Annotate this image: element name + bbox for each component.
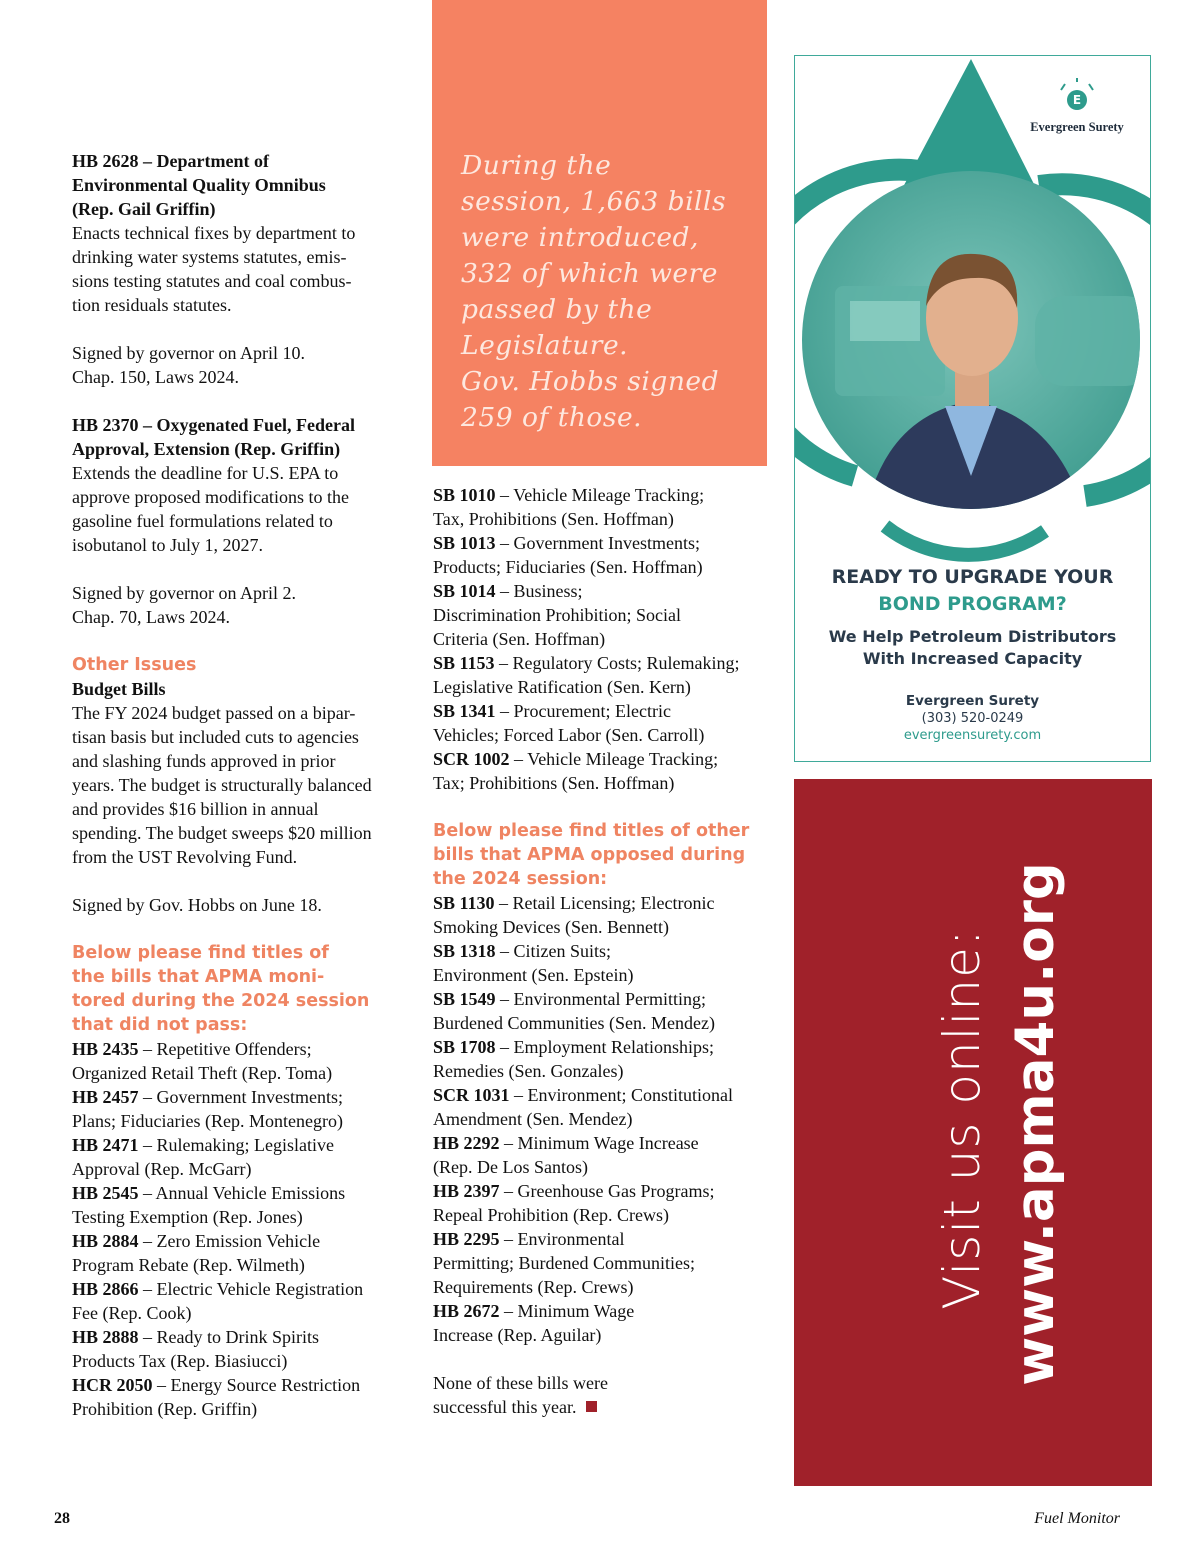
body-line: approve proposed modifications to the	[72, 487, 349, 507]
bill-title-line: Smoking Devices (Sen. Bennett)	[433, 917, 669, 937]
bill-entry	[433, 483, 773, 507]
page-number: 28	[54, 1510, 70, 1527]
bill-id: SB 1318	[433, 941, 496, 961]
chapter-line: Chap. 150, Laws 2024.	[72, 367, 239, 387]
bill-title: – Regulatory Costs; Rulemaking;	[494, 653, 740, 673]
body-line: and provides $16 billion in annual	[72, 799, 319, 819]
body-line: tisan basis but included cuts to agencies	[72, 727, 359, 747]
bill-id: SCR 1002	[433, 749, 510, 769]
body-line: tion residuals statutes.	[72, 295, 232, 315]
bill-id: SCR 1031	[433, 1085, 510, 1105]
middle-column	[433, 483, 773, 1419]
bill-title-line: Testing Exemption (Rep. Jones)	[72, 1207, 303, 1227]
bill-title: – Minimum Wage Increase	[499, 1133, 699, 1153]
left-column	[72, 149, 408, 1421]
bill-id: HB 2457	[72, 1087, 139, 1107]
bill-title: – Government Investments;	[138, 1087, 343, 1107]
body-line: The FY 2024 budget passed on a bipar-	[72, 703, 356, 723]
bill-title: – Vehicle Mileage Tracking;	[495, 485, 705, 505]
body-line: Extends the deadline for U.S. EPA to	[72, 463, 339, 483]
bill-entry	[72, 1181, 408, 1205]
bill-title-line: Tax, Prohibitions (Sen. Hoffman)	[433, 509, 674, 529]
bill-title: – Environment; Constitutional	[509, 1085, 734, 1105]
bill-title: – Zero Emission Vehicle	[138, 1231, 321, 1251]
pull-quote-line: During the	[461, 150, 612, 181]
section-heading: that did not pass:	[72, 1015, 248, 1035]
bill-title-line: Organized Retail Theft (Rep. Toma)	[72, 1063, 333, 1083]
body-line: Enacts technical fixes by department to	[72, 223, 356, 243]
body-line: sions testing statutes and coal combus-	[72, 271, 352, 291]
magazine-name: Fuel Monitor	[1034, 1510, 1120, 1527]
pull-quote-line: 259 of those.	[461, 402, 643, 433]
bill-title-line: Discrimination Prohibition; Social	[433, 605, 681, 625]
bill-heading: Environmental Quality Omnibus	[72, 175, 326, 195]
pull-quote-line: were introduced,	[461, 222, 699, 253]
bill-heading: (Rep. Gail Griffin)	[72, 199, 216, 219]
section-heading: Other Issues	[72, 655, 197, 675]
bill-id: HB 2545	[72, 1183, 139, 1203]
bill-entry	[433, 1083, 773, 1107]
pull-quote-line: Gov. Hobbs signed	[461, 366, 720, 397]
chapter-line: Chap. 70, Laws 2024.	[72, 607, 230, 627]
bill-id: SB 1013	[433, 533, 496, 553]
pull-quote	[461, 148, 751, 436]
bill-title-line: Approval (Rep. McGarr)	[72, 1159, 252, 1179]
bill-title-line: Remedies (Sen. Gonzales)	[433, 1061, 624, 1081]
bill-entry	[72, 1229, 408, 1253]
logo-letter: E	[1072, 93, 1082, 107]
bill-title: – Rulemaking; Legislative	[138, 1135, 334, 1155]
bill-title-line: Increase (Rep. Aguilar)	[433, 1325, 602, 1345]
bill-entry	[72, 1085, 408, 1109]
bill-title-line: Fee (Rep. Cook)	[72, 1303, 192, 1323]
bill-entry	[72, 1373, 408, 1397]
evergreen-surety-ad[interactable]	[794, 55, 1151, 762]
monitored-bill-list	[72, 1037, 408, 1421]
bill-entry	[433, 1227, 773, 1251]
bill-title: – Electric Vehicle Registration	[138, 1279, 364, 1299]
bill-title-line: Tax; Prohibitions (Sen. Hoffman)	[433, 773, 675, 793]
bill-title: – Government Investments;	[495, 533, 700, 553]
bill-id: HB 2888	[72, 1327, 139, 1347]
pull-quote-line: Legislature.	[461, 330, 629, 361]
bill-title-line: (Rep. De Los Santos)	[433, 1157, 588, 1177]
signed-line: Signed by governor on April 2.	[72, 583, 296, 603]
bill-heading: HB 2628 – Department of	[72, 151, 269, 171]
bill-title: – Minimum Wage	[499, 1301, 635, 1321]
section-heading: Below please find titles of other	[433, 821, 750, 841]
bill-id: HB 2295	[433, 1229, 500, 1249]
bill-id: HB 2672	[433, 1301, 500, 1321]
bill-title-line: Burdened Communities (Sen. Mendez)	[433, 1013, 715, 1033]
bill-title-line: Permitting; Burdened Communities;	[433, 1253, 695, 1273]
subheading: Budget Bills	[72, 679, 166, 699]
closing-line: None of these bills were	[433, 1373, 608, 1393]
bill-title: – Energy Source Restriction	[152, 1375, 361, 1395]
bill-title: – Environmental	[499, 1229, 625, 1249]
section-heading: the 2024 session:	[433, 869, 608, 889]
bill-title-line: Vehicles; Forced Labor (Sen. Carroll)	[433, 725, 705, 745]
ad-headline: READY TO UPGRADE YOUR	[831, 566, 1114, 588]
bill-title: – Retail Licensing; Electronic	[494, 893, 715, 913]
pull-quote-line: 332 of which were	[461, 258, 718, 289]
ad-headline: BOND PROGRAM?	[878, 593, 1067, 615]
bill-entry	[433, 747, 773, 771]
bill-title-line: Products; Fiduciaries (Sen. Hoffman)	[433, 557, 703, 577]
bill-id: HCR 2050	[72, 1375, 153, 1395]
section-heading: Below please find titles of	[72, 943, 329, 963]
bill-title: – Business;	[495, 581, 583, 601]
body-line: isobutanol to July 1, 2027.	[72, 535, 264, 555]
bill-entry	[72, 1133, 408, 1157]
signed-line: Signed by governor on April 10.	[72, 343, 305, 363]
bill-title-line: Repeal Prohibition (Rep. Crews)	[433, 1205, 669, 1225]
section-heading: the bills that APMA moni-	[72, 967, 325, 987]
bill-entry	[72, 1277, 408, 1301]
bill-title: – Environmental Permitting;	[495, 989, 707, 1009]
bill-id: SB 1153	[433, 653, 495, 673]
bill-entry	[433, 891, 773, 915]
body-line: drinking water systems statutes, emis-	[72, 247, 347, 267]
body-line: spending. The budget sweeps $20 million	[72, 823, 372, 843]
bill-title-line: Plans; Fiduciaries (Rep. Montenegro)	[72, 1111, 343, 1131]
pull-quote-line: passed by the	[461, 294, 653, 325]
ad-subline: With Increased Capacity	[862, 649, 1083, 668]
bill-id: HB 2884	[72, 1231, 139, 1251]
bill-entry	[433, 699, 773, 723]
bill-id: HB 2471	[72, 1135, 139, 1155]
ad-website-link[interactable]: evergreensurety.com	[903, 728, 1042, 743]
bill-title: – Employment Relationships;	[495, 1037, 715, 1057]
body-line: and slashing funds approved in prior	[72, 751, 336, 771]
bill-entry	[433, 531, 773, 555]
bill-entry	[433, 651, 773, 675]
bill-entry	[433, 939, 773, 963]
bill-id: HB 2435	[72, 1039, 139, 1059]
body-line: from the UST Revolving Fund.	[72, 847, 298, 867]
ad-brand: Evergreen Surety	[1030, 120, 1124, 134]
visit-text: Visit us online:	[933, 928, 991, 1310]
end-mark-icon	[586, 1401, 597, 1412]
bill-title-line: Criteria (Sen. Hoffman)	[433, 629, 606, 649]
bill-entry	[433, 1179, 773, 1203]
bill-title-line: Products Tax (Rep. Biasiucci)	[72, 1351, 288, 1371]
bill-heading: HB 2370 – Oxygenated Fuel, Federal	[72, 415, 355, 435]
bill-title: – Vehicle Mileage Tracking;	[509, 749, 719, 769]
pull-quote-line: session, 1,663 bills	[461, 186, 727, 217]
bill-title: – Repetitive Offenders;	[138, 1039, 312, 1059]
bill-entry	[433, 579, 773, 603]
bill-title-line: Program Rebate (Rep. Wilmeth)	[72, 1255, 305, 1275]
bill-entry	[433, 987, 773, 1011]
visit-online-box	[794, 779, 1152, 1486]
bill-title: – Procurement; Electric	[495, 701, 671, 721]
bill-id: SB 1130	[433, 893, 495, 913]
signed-line: Signed by Gov. Hobbs on June 18.	[72, 895, 322, 915]
bill-title: – Ready to Drink Spirits	[138, 1327, 320, 1347]
body-line: years. The budget is structurally balanced	[72, 775, 372, 795]
bill-title-line: Amendment (Sen. Mendez)	[433, 1109, 633, 1129]
section-heading: bills that APMA opposed during	[433, 845, 746, 865]
bill-id: SB 1010	[433, 485, 496, 505]
bill-id: HB 2292	[433, 1133, 500, 1153]
bill-title-line: Prohibition (Rep. Griffin)	[72, 1399, 258, 1419]
bill-title-line: Environment (Sen. Epstein)	[433, 965, 634, 985]
ad-phone: (303) 520-0249	[921, 711, 1024, 726]
section-heading: tored during the 2024 session	[72, 991, 370, 1011]
bill-entry	[433, 1299, 773, 1323]
bill-id: SB 1708	[433, 1037, 496, 1057]
bill-entry	[72, 1325, 408, 1349]
ad-contact-name: Evergreen Surety	[905, 693, 1040, 709]
bill-id: SB 1549	[433, 989, 496, 1009]
bill-id: SB 1341	[433, 701, 496, 721]
bill-heading: Approval, Extension (Rep. Griffin)	[72, 439, 341, 459]
supported-bill-list	[433, 483, 773, 795]
bill-id: SB 1014	[433, 581, 496, 601]
bill-title: – Annual Vehicle Emissions	[138, 1183, 346, 1203]
bill-title: – Citizen Suits;	[495, 941, 612, 961]
bill-entry	[72, 1037, 408, 1061]
bill-entry	[433, 1131, 773, 1155]
bill-entry	[433, 1035, 773, 1059]
bill-id: HB 2397	[433, 1181, 500, 1201]
body-line: gasoline fuel formulations related to	[72, 511, 333, 531]
opposed-bill-list	[433, 891, 773, 1347]
bill-title-line: Legislative Ratification (Sen. Kern)	[433, 677, 691, 697]
bill-id: HB 2866	[72, 1279, 139, 1299]
closing-line: successful this year.	[433, 1395, 773, 1419]
website-url-link[interactable]: www.apma4u.org	[1005, 862, 1066, 1386]
bill-title: – Greenhouse Gas Programs;	[499, 1181, 715, 1201]
bill-title-line: Requirements (Rep. Crews)	[433, 1277, 634, 1297]
ad-subline: We Help Petroleum Distributors	[828, 627, 1117, 646]
